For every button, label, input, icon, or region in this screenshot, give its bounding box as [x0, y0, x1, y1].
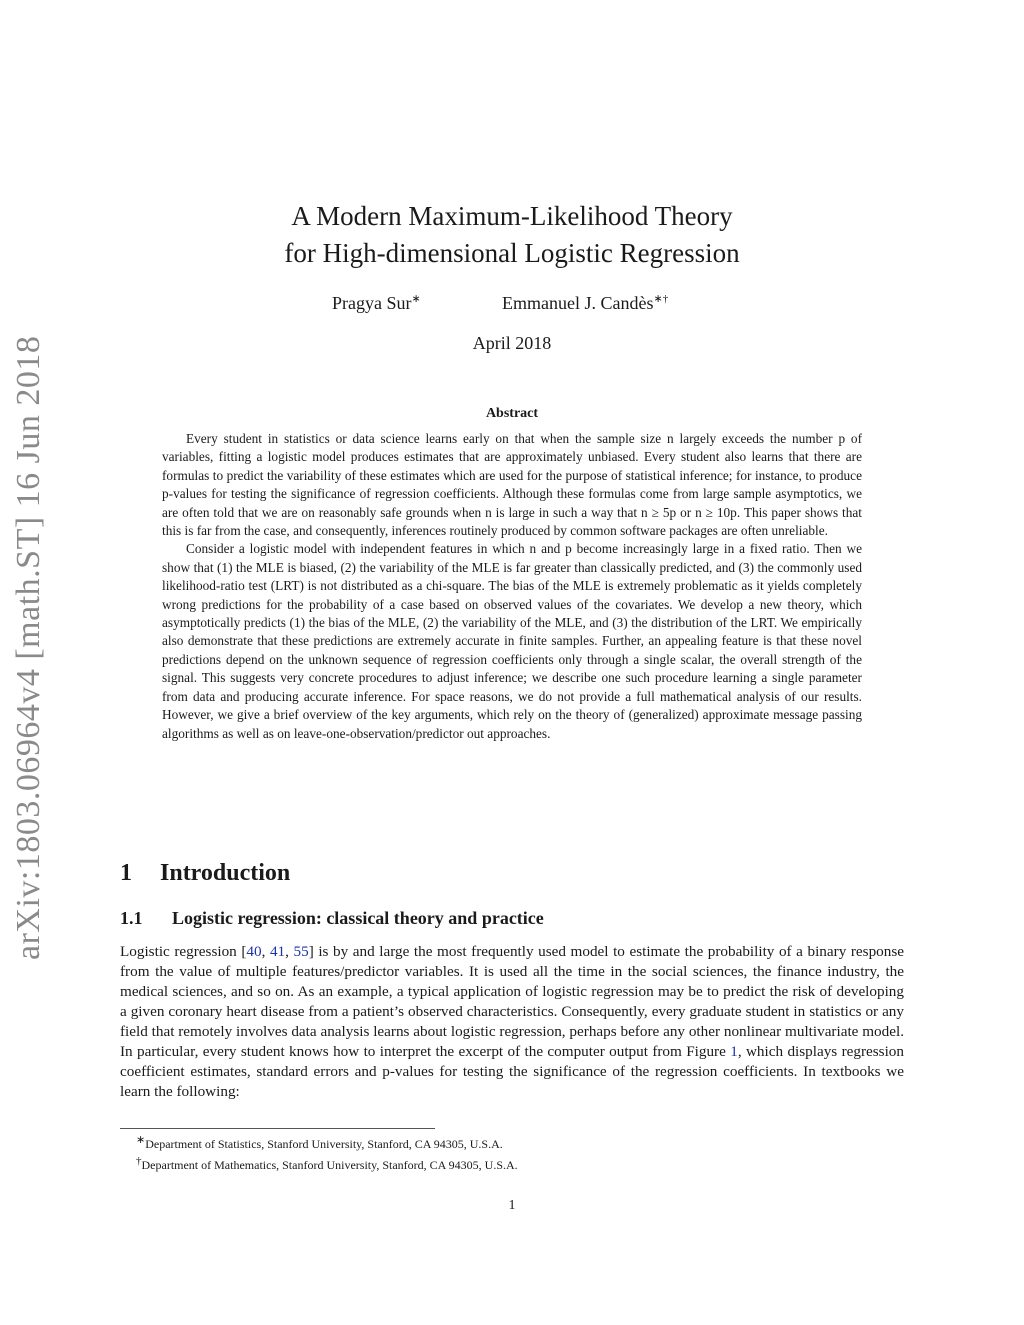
author-name: Pragya Sur [332, 293, 412, 313]
paper-title-line-1: A Modern Maximum-Likelihood Theory [291, 201, 733, 231]
footnote-mark: ∗ [136, 1134, 146, 1146]
author-name: Emmanuel J. Candès [502, 293, 654, 313]
body-paragraph [120, 942, 904, 1102]
citation-separator: , [261, 943, 270, 960]
section-title: Introduction [160, 860, 291, 886]
citation-link[interactable]: 40 [246, 943, 262, 960]
footnote [120, 1132, 904, 1153]
publication-date: April 2018 [472, 333, 552, 353]
paper-title-line-2: for High-dimensional Logistic Regression [284, 238, 740, 268]
author [502, 292, 668, 314]
citation-link[interactable]: 55 [293, 943, 309, 960]
section-number: 1 [120, 860, 132, 886]
abstract-paragraph: Every student in statistics or data science learns early on that when the sample size n largely exceeds the number p of variables, fitting a logistic model produces estimates that are approximately unbiased. Every student also learns that there are formulas to predict the variability of these estimates which are used for the purpose of statistical inference; for instance, to produce p-values for testing the significance of regression coefficients. Although these formulas come from large sample asymptotics, we are often told that we are on reasonably safe grounds when n is large in such a way that n ≥ 5p or n ≥ 10p. This paper shows that this is far from the case, and consequently, inferences routinely produced by common software packages are often unreliable. [162, 431, 862, 539]
citation-link[interactable]: 41 [269, 943, 286, 960]
subsection-number: 1.1 [120, 908, 143, 928]
citation-separator: , [285, 943, 294, 960]
footnote-divider [120, 1128, 435, 1129]
body-paragraph-text [120, 942, 904, 1102]
figure-reference-link[interactable]: 1 [730, 1043, 738, 1060]
footnote [120, 1153, 904, 1174]
footnotes [120, 1132, 904, 1174]
abstract-heading: Abstract [485, 406, 539, 421]
body-text-segment: , which displays regression coefficient estimates, standard errors and p-values for testing the significance of the regression coefficients. In textbooks we learn the following: [120, 1043, 904, 1100]
section-heading [120, 860, 290, 887]
arxiv-identifier-stamp: arXiv:1803.06964v4 [math.ST] 16 Jun 2018 [10, 335, 47, 960]
author-affiliation-mark: ∗ [411, 293, 421, 305]
subsection-heading [120, 908, 544, 929]
footnote-text: Department of Statistics, Stanford University, Stanford, CA 94305, U.S.A. [145, 1137, 503, 1151]
author-affiliation-mark: ∗† [653, 293, 669, 305]
abstract-paragraph: Consider a logistic model with independent features in which n and p become increasingly large in a fixed ratio. Then we show that (1) the MLE is biased, (2) the variability of the MLE is far greater than classically predicted, and (3) the commonly used likelihood-ratio test (LRT) is not distributed as a chi-square. The bias of the MLE is extremely problematic as it yields completely wrong predictions for the probability of a case based on observed values of the covariates. We develop a new theory, which asymptotically predicts (1) the bias of the MLE, (2) the variability of the MLE, and (3) the distribution of the LRT. We empirically also demonstrate that these predictions are extremely accurate in finite samples. Further, an appealing feature is that these novel predictions depend on the unknown sequence of regression coefficients only through a single scalar, the overall strength of the signal. This suggests very concrete procedures to adjust inference; we describe one such procedure learning a single parameter from data and producing accurate inference. For space reasons, we do not provide a full mathematical analysis of our results. However, we give a brief overview of the key arguments, which rely on the theory of (generalized) approximate message passing algorithms as well as on leave-one-observation/predictor out approaches. [162, 541, 862, 741]
abstract-body [162, 430, 862, 743]
paper-title [180, 198, 844, 272]
footnote-mark: † [136, 1155, 142, 1167]
body-text-segment: Logistic regression [ [120, 943, 247, 960]
body-text-segment: ] is by and large the most frequently used model to estimate the probability of a binary response from the value of multiple features/predictor variables. It is used all the time in the social sciences, the finance industry, the medical sciences, and so on. As an example, a typical application of logistic regression may be to predict the risk of developing a given coronary heart disease from a patient’s observed characteristics. Consequently, every graduate student in statistics or any field that remotely involves data analysis learns about logistic regression, perhaps before any other nonlinear multivariate model. In particular, every student knows how to interpret the excerpt of the computer output from Figure [120, 943, 905, 1060]
author [332, 292, 421, 314]
footnote-text: Department of Mathematics, Stanford University, Stanford, CA 94305, U.S.A. [141, 1158, 518, 1172]
page-number: 1 [508, 1198, 516, 1213]
subsection-title: Logistic regression: classical theory and practice [172, 908, 544, 928]
